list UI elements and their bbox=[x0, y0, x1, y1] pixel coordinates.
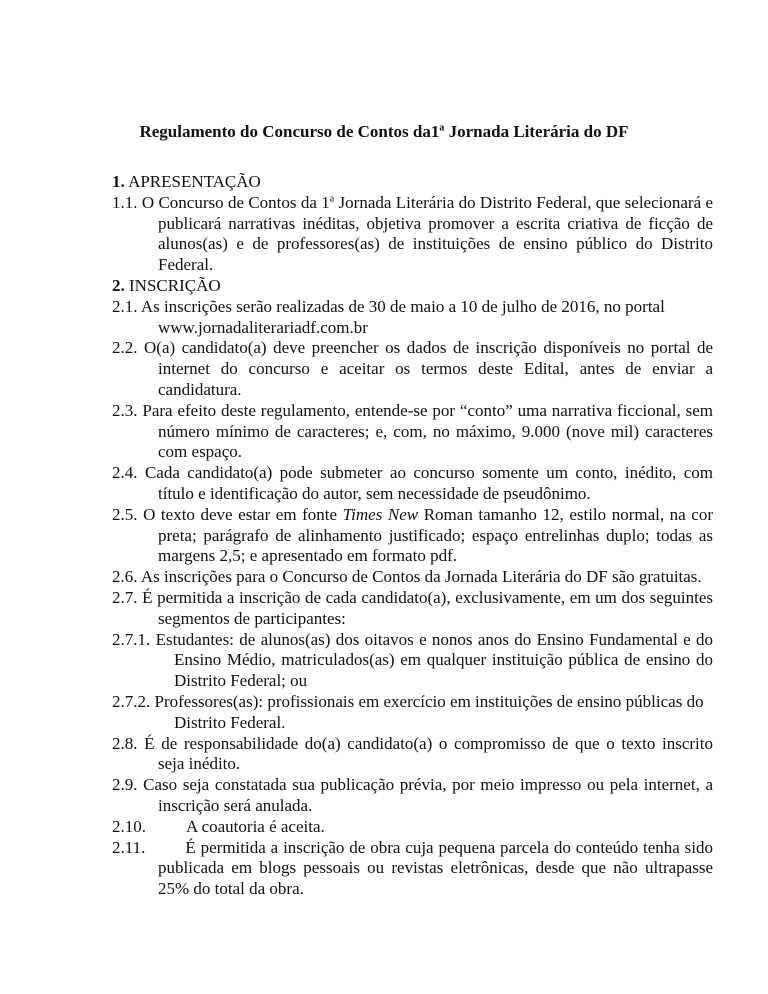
clause-text-end: Jornada Literária do Distrito Federal, que selecionará e publicará narrativas inéditas, objetiva promover a escrita criativa de ficção de alunos(as) e de professores(as) de instituições de ensino público do Distrito Federal. bbox=[158, 192, 714, 275]
clause bbox=[112, 463, 713, 505]
subclause-text: Professores(as): profissionais em exercício em instituições de ensino públicas do Distrito Federal. bbox=[154, 691, 704, 732]
clause-text: Caso seja constatada sua publicação prévia, por meio impresso ou pela internet, a inscrição será anulada. bbox=[143, 775, 713, 815]
clause bbox=[112, 775, 713, 817]
subclause bbox=[112, 630, 713, 692]
title-text: Regulamento do Concurso de Contos da1 bbox=[139, 122, 440, 141]
clause-number: 2.4. bbox=[112, 463, 138, 483]
clause-number: 2.8. bbox=[112, 733, 138, 753]
clause bbox=[112, 297, 713, 339]
clause-number: 2.10. bbox=[112, 816, 146, 836]
clause bbox=[112, 401, 713, 463]
document-body bbox=[112, 172, 713, 900]
clause bbox=[112, 193, 713, 276]
document-title bbox=[0, 122, 768, 142]
clause-text: É de responsabilidade do(a) candidato(a) o compromisso de que o texto inscrito seja inédito. bbox=[144, 733, 713, 774]
subclause bbox=[112, 692, 713, 734]
clause bbox=[112, 734, 713, 776]
clause bbox=[112, 338, 713, 400]
clause-text: O Concurso de Contos da 1 bbox=[141, 192, 330, 212]
section-label: APRESENTAÇÃO bbox=[128, 172, 261, 191]
clause-number: 1.1. bbox=[112, 192, 138, 212]
title-text-end: Jornada Literária do DF bbox=[444, 122, 629, 141]
section-number: 1. bbox=[112, 172, 125, 191]
title-superscript: a bbox=[439, 122, 445, 134]
clause-text: Para efeito deste regulamento, entende-se por “conto” uma narrativa ficcional, sem número mínimo de caracteres; e, com, no máximo, 9.000 (nove mil) caracteres com espaço. bbox=[142, 400, 714, 462]
clause-number: 2.5. bbox=[112, 504, 138, 524]
clause-text-end: Roman tamanho 12, estilo normal, na cor preta; parágrafo de alinhamento justificado; espaço entrelinhas duplo; todas as margens 2,5; e apresentado em formato pdf. bbox=[158, 504, 714, 566]
clause bbox=[112, 838, 713, 900]
subclause-number: 2.7.2. bbox=[112, 691, 151, 711]
clause bbox=[112, 588, 713, 630]
section-label: INSCRIÇÃO bbox=[129, 275, 221, 295]
clause bbox=[112, 567, 713, 588]
section-number: 2. bbox=[112, 275, 125, 295]
clause bbox=[112, 505, 713, 567]
subclause-text: Estudantes: de alunos(as) dos oitavos e nonos anos do Ensino Fundamental e do Ensino Médio, matriculados(as) em qualquer instituição pública de ensino do Distrito Federal; ou bbox=[155, 629, 714, 691]
clause-number: 2.1. bbox=[112, 296, 138, 316]
clause-text: O texto deve estar em fonte bbox=[143, 504, 343, 524]
clause-text: O(a) candidato(a) deve preencher os dados de inscrição disponíveis no portal de internet do concurso e aceitar os termos deste Edital, antes de enviar a candidatura. bbox=[144, 338, 714, 399]
clause-text: É permitida a inscrição de obra cuja pequena parcela do conteúdo tenha sido publicada em blogs pessoais ou revistas eletrônicas, desde que não ultrapasse 25% do total da obra. bbox=[158, 837, 713, 899]
clause-number: 2.11. bbox=[112, 837, 146, 857]
clause-number: 2.6. bbox=[112, 567, 138, 587]
clause-number: 2.7. bbox=[112, 587, 138, 607]
section-heading bbox=[112, 172, 713, 193]
clause-number: 2.9. bbox=[112, 775, 138, 795]
clause-number: 2.3. bbox=[112, 400, 138, 420]
clause-emphasis: Times New bbox=[342, 504, 419, 524]
clause-text: Cada candidato(a) pode submeter ao concurso somente um conto, inédito, com título e identificação do autor, sem necessidade de pseudônimo. bbox=[144, 463, 714, 503]
clause-text: A coautoria é aceita. bbox=[186, 816, 325, 836]
clause-text: As inscrições serão realizadas de 30 de maio a 10 de julho de 2016, no portal www.jornadaliterariadf.com.br bbox=[140, 296, 665, 337]
clause-superscript: a bbox=[329, 193, 335, 205]
clause-number: 2.2. bbox=[112, 338, 138, 358]
subclause-number: 2.7.1. bbox=[112, 629, 151, 649]
clause bbox=[112, 817, 713, 838]
section-heading bbox=[112, 276, 713, 297]
clause-text: É permitida a inscrição de cada candidato(a), exclusivamente, em um dos seguintes segmentos de participantes: bbox=[142, 587, 713, 628]
clause-text: As inscrições para o Concurso de Contos da Jornada Literária do DF são gratuitas. bbox=[140, 567, 702, 587]
